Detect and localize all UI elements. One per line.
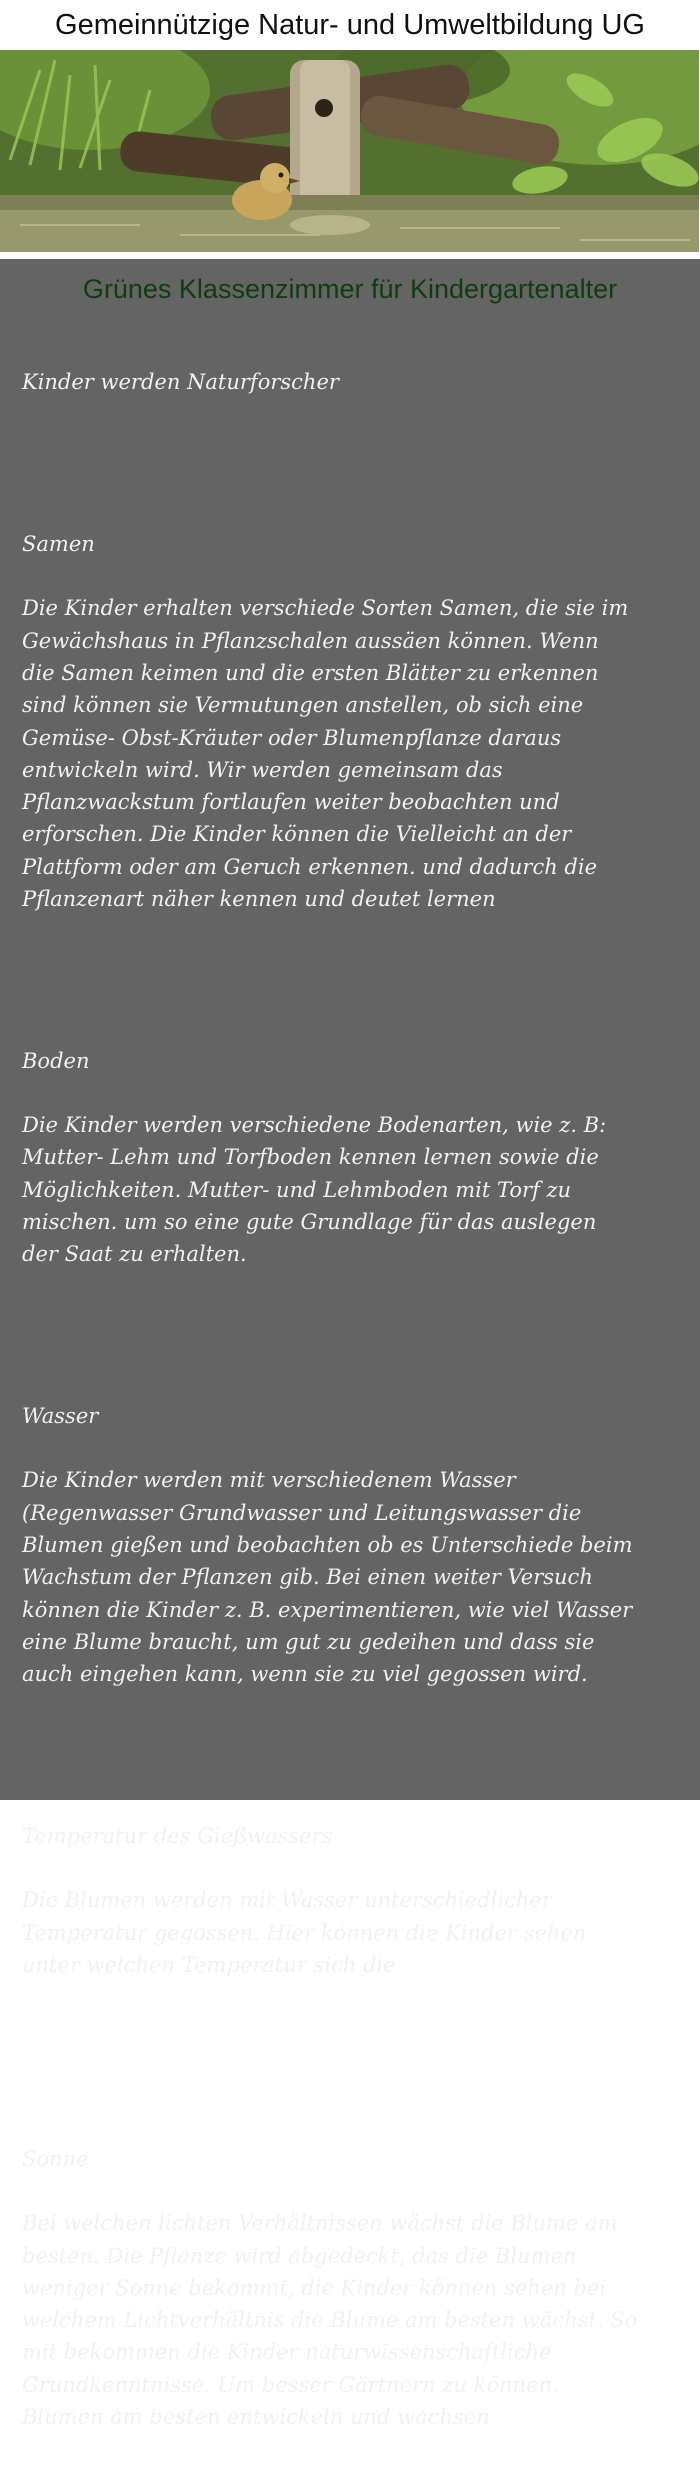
section-text-boden: Die Kinder werden verschiedene Bodenarten, wie z. B: Mutter- Lehm und Torfboden kennen lernen sowie die Möglichkeiten. Mutter- und Lehmboden mit Torf zu mischen. um so eine gute Grundlage für das auslegen der Saat zu erhalten. [22, 1113, 607, 1267]
section-text-temperatur: Die Blumen werden mit Wasser unterschiedlicher Temperatur gegossen. Hier können die Kinder sehen unter welchen Temperatur sich die [22, 1888, 587, 1977]
section-text-wasser: Die Kinder werden mit verschiedenem Wasser (Regenwasser Grundwasser und Leitungswasser die Blumen gießen und beobachten ob es Unterschiede beim Wachstum der Pflanzen gib. Bei einen weiter Versuch können die Kinder z. B. experimentieren, wie viel Wasser eine Blume braucht, um gut zu gedeihen und dass sie auch eingehen kann, wenn sie zu viel gegossen wird. [22, 1468, 633, 1687]
spacer [22, 948, 682, 980]
section-text-samen: Die Kinder erhalten verschiede Sorten Samen, die sie im Gewächshaus in Pflanzschalen aussäen können. Wenn die Samen keimen und die ersten Blätter zu erkennen sind können sie Vermutungen anstellen, ob sich eine Gemüse- Obst-Kräuter oder Blumenpflanze daraus entwickeln wird. Wir werden gemeinsam das Pflanzwackstum fortlaufen weiter beobachten und erforschen. Die Kinder können die Vielleicht an der Plattform oder am Geruch erkennen. und dadurch die Pflanzenart näher kennen und deutet lernen [22, 596, 629, 912]
article-body [22, 334, 682, 2466]
spacer [22, 431, 682, 463]
spacer [22, 1303, 682, 1335]
intro-line: Kinder werden Naturforscher [22, 370, 339, 395]
site-header [0, 0, 700, 50]
duckling-by-pond-photo-icon [0, 50, 699, 252]
main-content [0, 259, 700, 2429]
section-title-samen: Samen [22, 531, 95, 556]
site-title: Gemeinnützige Natur- und Umweltbildung UG [55, 9, 645, 41]
section-title-sonne: Sonne [22, 2146, 89, 2171]
spacer [22, 1723, 682, 1755]
page-heading: Grünes Klassenzimmer für Kindergartenalter [82, 274, 618, 304]
section-title-temperatur: Temperatur des Gießwassers [22, 1823, 333, 1848]
section-title-wasser: Wasser [22, 1403, 99, 1428]
section-title-boden: Boden [22, 1048, 90, 1073]
section-text-sonne: Bei welchen lichten Verhältnissen wächst die Blume am besten. Die Pflanze wird abgedeckt, das die Blumen weniger Sonne bekommt, die Kinder können sehen bei welchem Lichtverhältnis die Blume am besten wächst. So mit bekommen die Kinder naturwissenschaftliche Grundkenntnisse. Um besser Gärtnern zu können. Blumen am besten entwickeln und wachsen [22, 2211, 638, 2429]
banner-image [0, 50, 699, 252]
spacer [22, 2013, 682, 2078]
